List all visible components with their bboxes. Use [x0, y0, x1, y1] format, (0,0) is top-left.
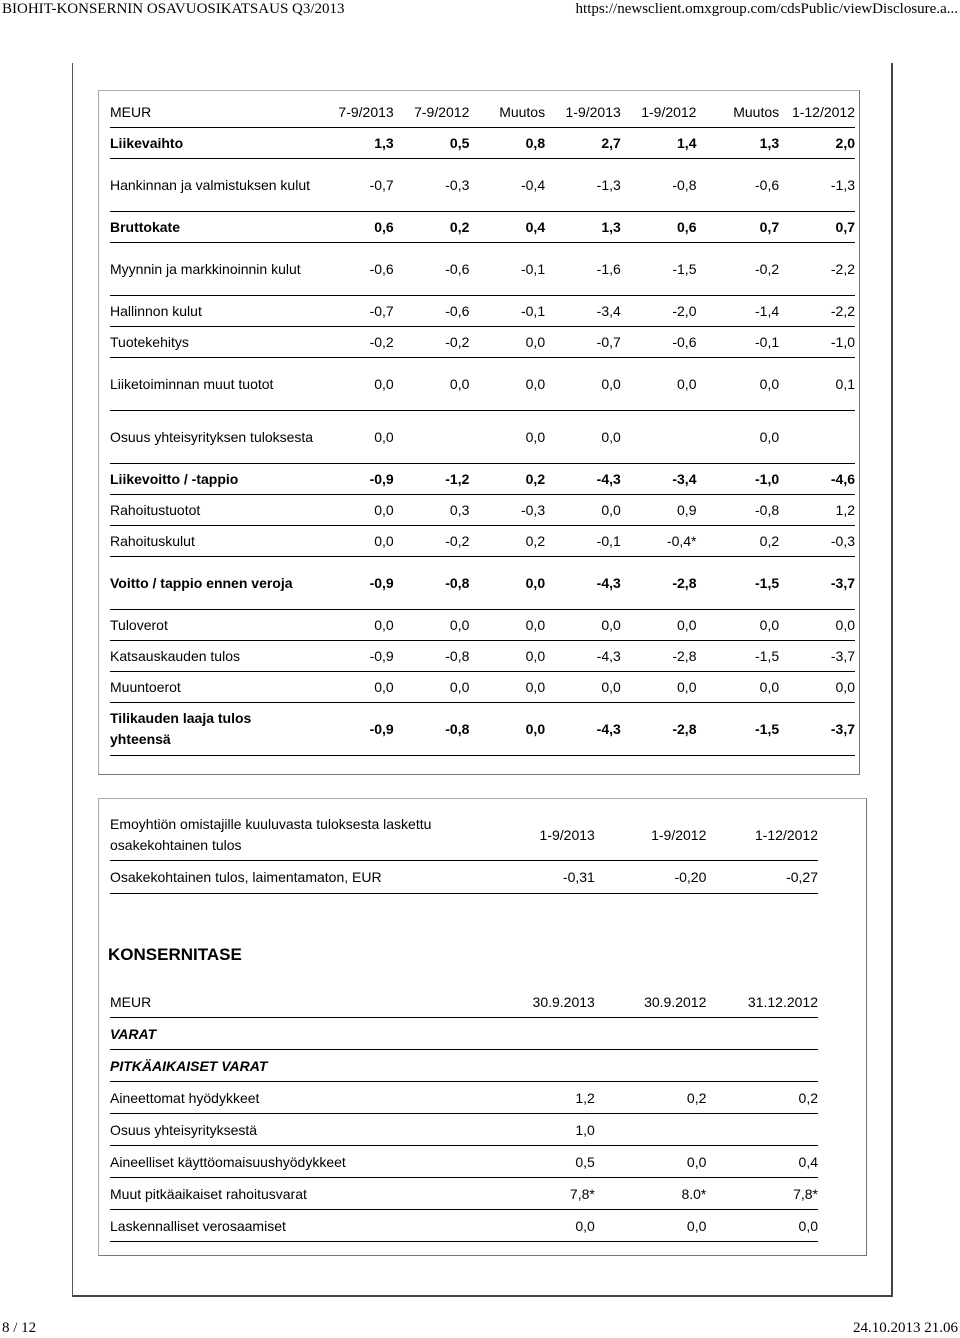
row-value: 0,0	[469, 411, 545, 464]
column-header: 7-9/2013	[318, 97, 394, 128]
row-value: -0,8	[394, 557, 470, 610]
row-label: Muut pitkäaikaiset rahoitusvarat	[110, 1178, 483, 1210]
row-value: 0,0	[394, 672, 470, 703]
row-value: -0,8	[394, 641, 470, 672]
row-value: 0,0	[545, 610, 621, 641]
row-value: 0,0	[318, 495, 394, 526]
row-value: -0,9	[318, 703, 394, 756]
document-title: BIOHIT-KONSERNIN OSAVUOSIKATSAUS Q3/2013	[2, 1, 345, 17]
row-value: 0,5	[394, 128, 470, 159]
table-row	[110, 610, 855, 641]
row-value: 0,2	[469, 526, 545, 557]
row-value: 0,2	[595, 1082, 707, 1114]
row-value: -4,3	[545, 703, 621, 756]
row-label: PITKÄAIKAISET VARAT	[110, 1050, 483, 1082]
row-label: Muuntoerot	[110, 672, 318, 703]
row-value: 0,6	[318, 212, 394, 243]
row-value: -1,2	[394, 464, 470, 495]
table-row	[110, 128, 855, 159]
income-header-row	[110, 97, 855, 128]
row-value: 0,0	[621, 610, 697, 641]
browser-footer	[0, 1318, 960, 1338]
row-value: 0,3	[394, 495, 470, 526]
row-value: 0,0	[621, 672, 697, 703]
row-value: 0,2	[469, 464, 545, 495]
row-value: -0,1	[469, 296, 545, 327]
row-value: -0,9	[318, 641, 394, 672]
table-row	[110, 861, 818, 894]
row-value: -0,6	[394, 243, 470, 296]
table-row	[110, 641, 855, 672]
column-header: 30.9.2013	[483, 986, 595, 1018]
row-value: 0,0	[545, 672, 621, 703]
row-value: 0,0	[469, 557, 545, 610]
row-label: Katsauskauden tulos	[110, 641, 318, 672]
row-label: Tuotekehitys	[110, 327, 318, 358]
row-value	[706, 1018, 818, 1050]
row-label: Rahoituskulut	[110, 526, 318, 557]
row-value: -0,2	[394, 327, 470, 358]
row-value: -1,0	[779, 327, 855, 358]
row-value: -2,2	[779, 296, 855, 327]
browser-header	[0, 0, 960, 20]
table-row	[110, 526, 855, 557]
row-value: -2,2	[779, 243, 855, 296]
row-value: 0,0	[469, 703, 545, 756]
row-value: -3,7	[779, 703, 855, 756]
row-value: -4,3	[545, 464, 621, 495]
row-value: -1,4	[696, 296, 779, 327]
row-label: Rahoitustuotot	[110, 495, 318, 526]
row-label: Myynnin ja markkinoinnin kulut	[110, 243, 318, 296]
row-value	[595, 1018, 707, 1050]
table-row	[110, 1114, 818, 1146]
row-value: 0,0	[469, 358, 545, 411]
row-value: 0,0	[779, 672, 855, 703]
row-value: 7,8*	[483, 1178, 595, 1210]
row-value: -0,2	[318, 327, 394, 358]
row-value: -0,3	[469, 495, 545, 526]
row-label: Osuus yhteisyrityksestä	[110, 1114, 483, 1146]
row-value: 0,0	[483, 1210, 595, 1242]
row-value: 0,4	[469, 212, 545, 243]
row-value	[595, 1050, 707, 1082]
column-header: Emoyhtiön omistajille kuuluvasta tuloksesta laskettu osakekohtainen tulos	[110, 810, 483, 861]
row-value: 0,0	[469, 672, 545, 703]
row-value: -0,2	[696, 243, 779, 296]
row-value: 2,7	[545, 128, 621, 159]
table-row	[110, 296, 855, 327]
row-label: Laskennalliset verosaamiset	[110, 1210, 483, 1242]
row-value: 0,6	[621, 212, 697, 243]
row-value: 0,0	[469, 327, 545, 358]
table-row	[110, 703, 855, 756]
row-value: 0,0	[318, 411, 394, 464]
row-value: -2,0	[621, 296, 697, 327]
row-value: 0,0	[696, 411, 779, 464]
balance-sheet-table	[110, 986, 818, 1242]
row-value: -1,5	[621, 243, 697, 296]
row-value: 0,0	[595, 1146, 707, 1178]
table-row	[110, 212, 855, 243]
row-value: -0,1	[696, 327, 779, 358]
row-value: 0,0	[318, 610, 394, 641]
row-value: 0,4	[706, 1146, 818, 1178]
row-value	[706, 1114, 818, 1146]
document-url[interactable]: https://newsclient.omxgroup.com/cdsPublic/viewDisclosure.a...	[575, 1, 958, 17]
row-value: -3,7	[779, 641, 855, 672]
row-value: 0,2	[394, 212, 470, 243]
column-header: 1-9/2013	[545, 97, 621, 128]
row-value: -1,0	[696, 464, 779, 495]
row-value: -0,3	[779, 526, 855, 557]
row-value: -0,8	[696, 495, 779, 526]
row-value: 0,0	[469, 641, 545, 672]
row-value: 7,8*	[706, 1178, 818, 1210]
row-value: -0,20	[595, 861, 707, 894]
balance-header-row	[110, 986, 818, 1018]
row-value: 1,3	[318, 128, 394, 159]
row-value: -0,4	[469, 159, 545, 212]
row-label: Hallinnon kulut	[110, 296, 318, 327]
print-datetime: 24.10.2013 21.06	[853, 1320, 958, 1336]
row-label: Osakekohtainen tulos, laimentamaton, EUR	[110, 861, 483, 894]
row-value: 0,0	[696, 358, 779, 411]
row-label: Bruttokate	[110, 212, 318, 243]
row-value: -4,3	[545, 557, 621, 610]
column-header: Muutos	[469, 97, 545, 128]
row-value: 0,0	[706, 1210, 818, 1242]
row-value: 1,3	[696, 128, 779, 159]
column-header: Muutos	[696, 97, 779, 128]
row-value: -0,27	[706, 861, 818, 894]
eps-header-row	[110, 810, 818, 861]
row-value: -1,3	[779, 159, 855, 212]
row-value: 0,0	[545, 358, 621, 411]
row-value: 1,0	[483, 1114, 595, 1146]
row-value	[779, 411, 855, 464]
row-value: 0,2	[706, 1082, 818, 1114]
row-value: -2,8	[621, 557, 697, 610]
row-value: 2,0	[779, 128, 855, 159]
column-header: 30.9.2012	[595, 986, 707, 1018]
row-value: -0,4*	[621, 526, 697, 557]
column-header: 1-9/2013	[483, 810, 595, 861]
row-value: 0,0	[394, 610, 470, 641]
row-value: -0,1	[545, 526, 621, 557]
table-row	[110, 495, 855, 526]
table-row	[110, 672, 855, 703]
row-value: 0,0	[696, 610, 779, 641]
row-label: Tuloverot	[110, 610, 318, 641]
row-value: -0,6	[394, 296, 470, 327]
row-value: 0,0	[779, 610, 855, 641]
row-value: 0,0	[545, 411, 621, 464]
row-value	[706, 1050, 818, 1082]
row-label: Aineelliset käyttöomaisuushyödykkeet	[110, 1146, 483, 1178]
row-value: -1,5	[696, 557, 779, 610]
table-row	[110, 411, 855, 464]
table-row	[110, 1178, 818, 1210]
row-value: 0,0	[318, 672, 394, 703]
section-row	[110, 1018, 818, 1050]
column-header-unit: MEUR	[110, 97, 318, 128]
row-value: -1,6	[545, 243, 621, 296]
row-value: -4,6	[779, 464, 855, 495]
row-value: -0,6	[621, 327, 697, 358]
column-header: 1-9/2012	[595, 810, 707, 861]
row-value: -0,6	[696, 159, 779, 212]
row-value: -1,3	[545, 159, 621, 212]
table-row	[110, 1082, 818, 1114]
table-row	[110, 557, 855, 610]
row-value: -3,4	[621, 464, 697, 495]
column-header: 1-9/2012	[621, 97, 697, 128]
row-value: 0,2	[696, 526, 779, 557]
column-header: 31.12.2012	[706, 986, 818, 1018]
section-row	[110, 1050, 818, 1082]
row-value: -0,8	[621, 159, 697, 212]
page-number: 8 / 12	[2, 1320, 37, 1336]
row-value: 0,0	[394, 358, 470, 411]
row-value: 0,0	[318, 526, 394, 557]
eps-table	[110, 810, 818, 894]
row-value: -4,3	[545, 641, 621, 672]
table-row	[110, 159, 855, 212]
row-label: Voitto / tappio ennen veroja	[110, 557, 318, 610]
row-value	[621, 411, 697, 464]
table-row	[110, 1210, 818, 1242]
row-label: VARAT	[110, 1018, 483, 1050]
row-value: 1,2	[483, 1082, 595, 1114]
column-header: 7-9/2012	[394, 97, 470, 128]
row-label: Liikevoitto / -tappio	[110, 464, 318, 495]
income-statement-table	[110, 97, 855, 756]
table-row	[110, 464, 855, 495]
row-value: 1,2	[779, 495, 855, 526]
row-value: 0,5	[483, 1146, 595, 1178]
row-value: -0,7	[318, 296, 394, 327]
row-value: 0,1	[779, 358, 855, 411]
row-label: Liikevaihto	[110, 128, 318, 159]
row-value	[483, 1050, 595, 1082]
row-value: 1,4	[621, 128, 697, 159]
row-value: -0,7	[545, 327, 621, 358]
row-label: Liiketoiminnan muut tuotot	[110, 358, 318, 411]
table-row	[110, 358, 855, 411]
row-value: -0,7	[318, 159, 394, 212]
row-value: 0,0	[318, 358, 394, 411]
row-value: -0,9	[318, 557, 394, 610]
row-value	[483, 1018, 595, 1050]
column-header: 1-12/2012	[779, 97, 855, 128]
row-value	[595, 1114, 707, 1146]
row-value: -1,5	[696, 703, 779, 756]
row-value: -0,6	[318, 243, 394, 296]
row-label: Osuus yhteisyrityksen tuloksesta	[110, 411, 318, 464]
table-row	[110, 1146, 818, 1178]
row-label: Hankinnan ja valmistuksen kulut	[110, 159, 318, 212]
row-value: -0,31	[483, 861, 595, 894]
row-value: 0,7	[696, 212, 779, 243]
row-value: 0,0	[621, 358, 697, 411]
row-value: -0,2	[394, 526, 470, 557]
row-value: 0,9	[621, 495, 697, 526]
table-row	[110, 327, 855, 358]
row-value: -0,8	[394, 703, 470, 756]
row-value: 8.0*	[595, 1178, 707, 1210]
row-value: -0,1	[469, 243, 545, 296]
balance-sheet-title: KONSERNITASE	[108, 945, 242, 964]
column-header: 1-12/2012	[706, 810, 818, 861]
row-value: -0,9	[318, 464, 394, 495]
row-value: 0,0	[696, 672, 779, 703]
row-value: 0,0	[595, 1210, 707, 1242]
table-row	[110, 243, 855, 296]
row-value: -0,3	[394, 159, 470, 212]
row-value: -3,7	[779, 557, 855, 610]
row-value: 1,3	[545, 212, 621, 243]
row-value: -2,8	[621, 703, 697, 756]
row-value: 0,0	[469, 610, 545, 641]
row-label: Tilikauden laaja tulos yhteensä	[110, 703, 318, 756]
row-value: 0,7	[779, 212, 855, 243]
row-value: -3,4	[545, 296, 621, 327]
row-value: 0,8	[469, 128, 545, 159]
row-value: 0,0	[545, 495, 621, 526]
row-value: -2,8	[621, 641, 697, 672]
row-label: Aineettomat hyödykkeet	[110, 1082, 483, 1114]
column-header: MEUR	[110, 986, 483, 1018]
row-value: -1,5	[696, 641, 779, 672]
row-value	[394, 411, 470, 464]
